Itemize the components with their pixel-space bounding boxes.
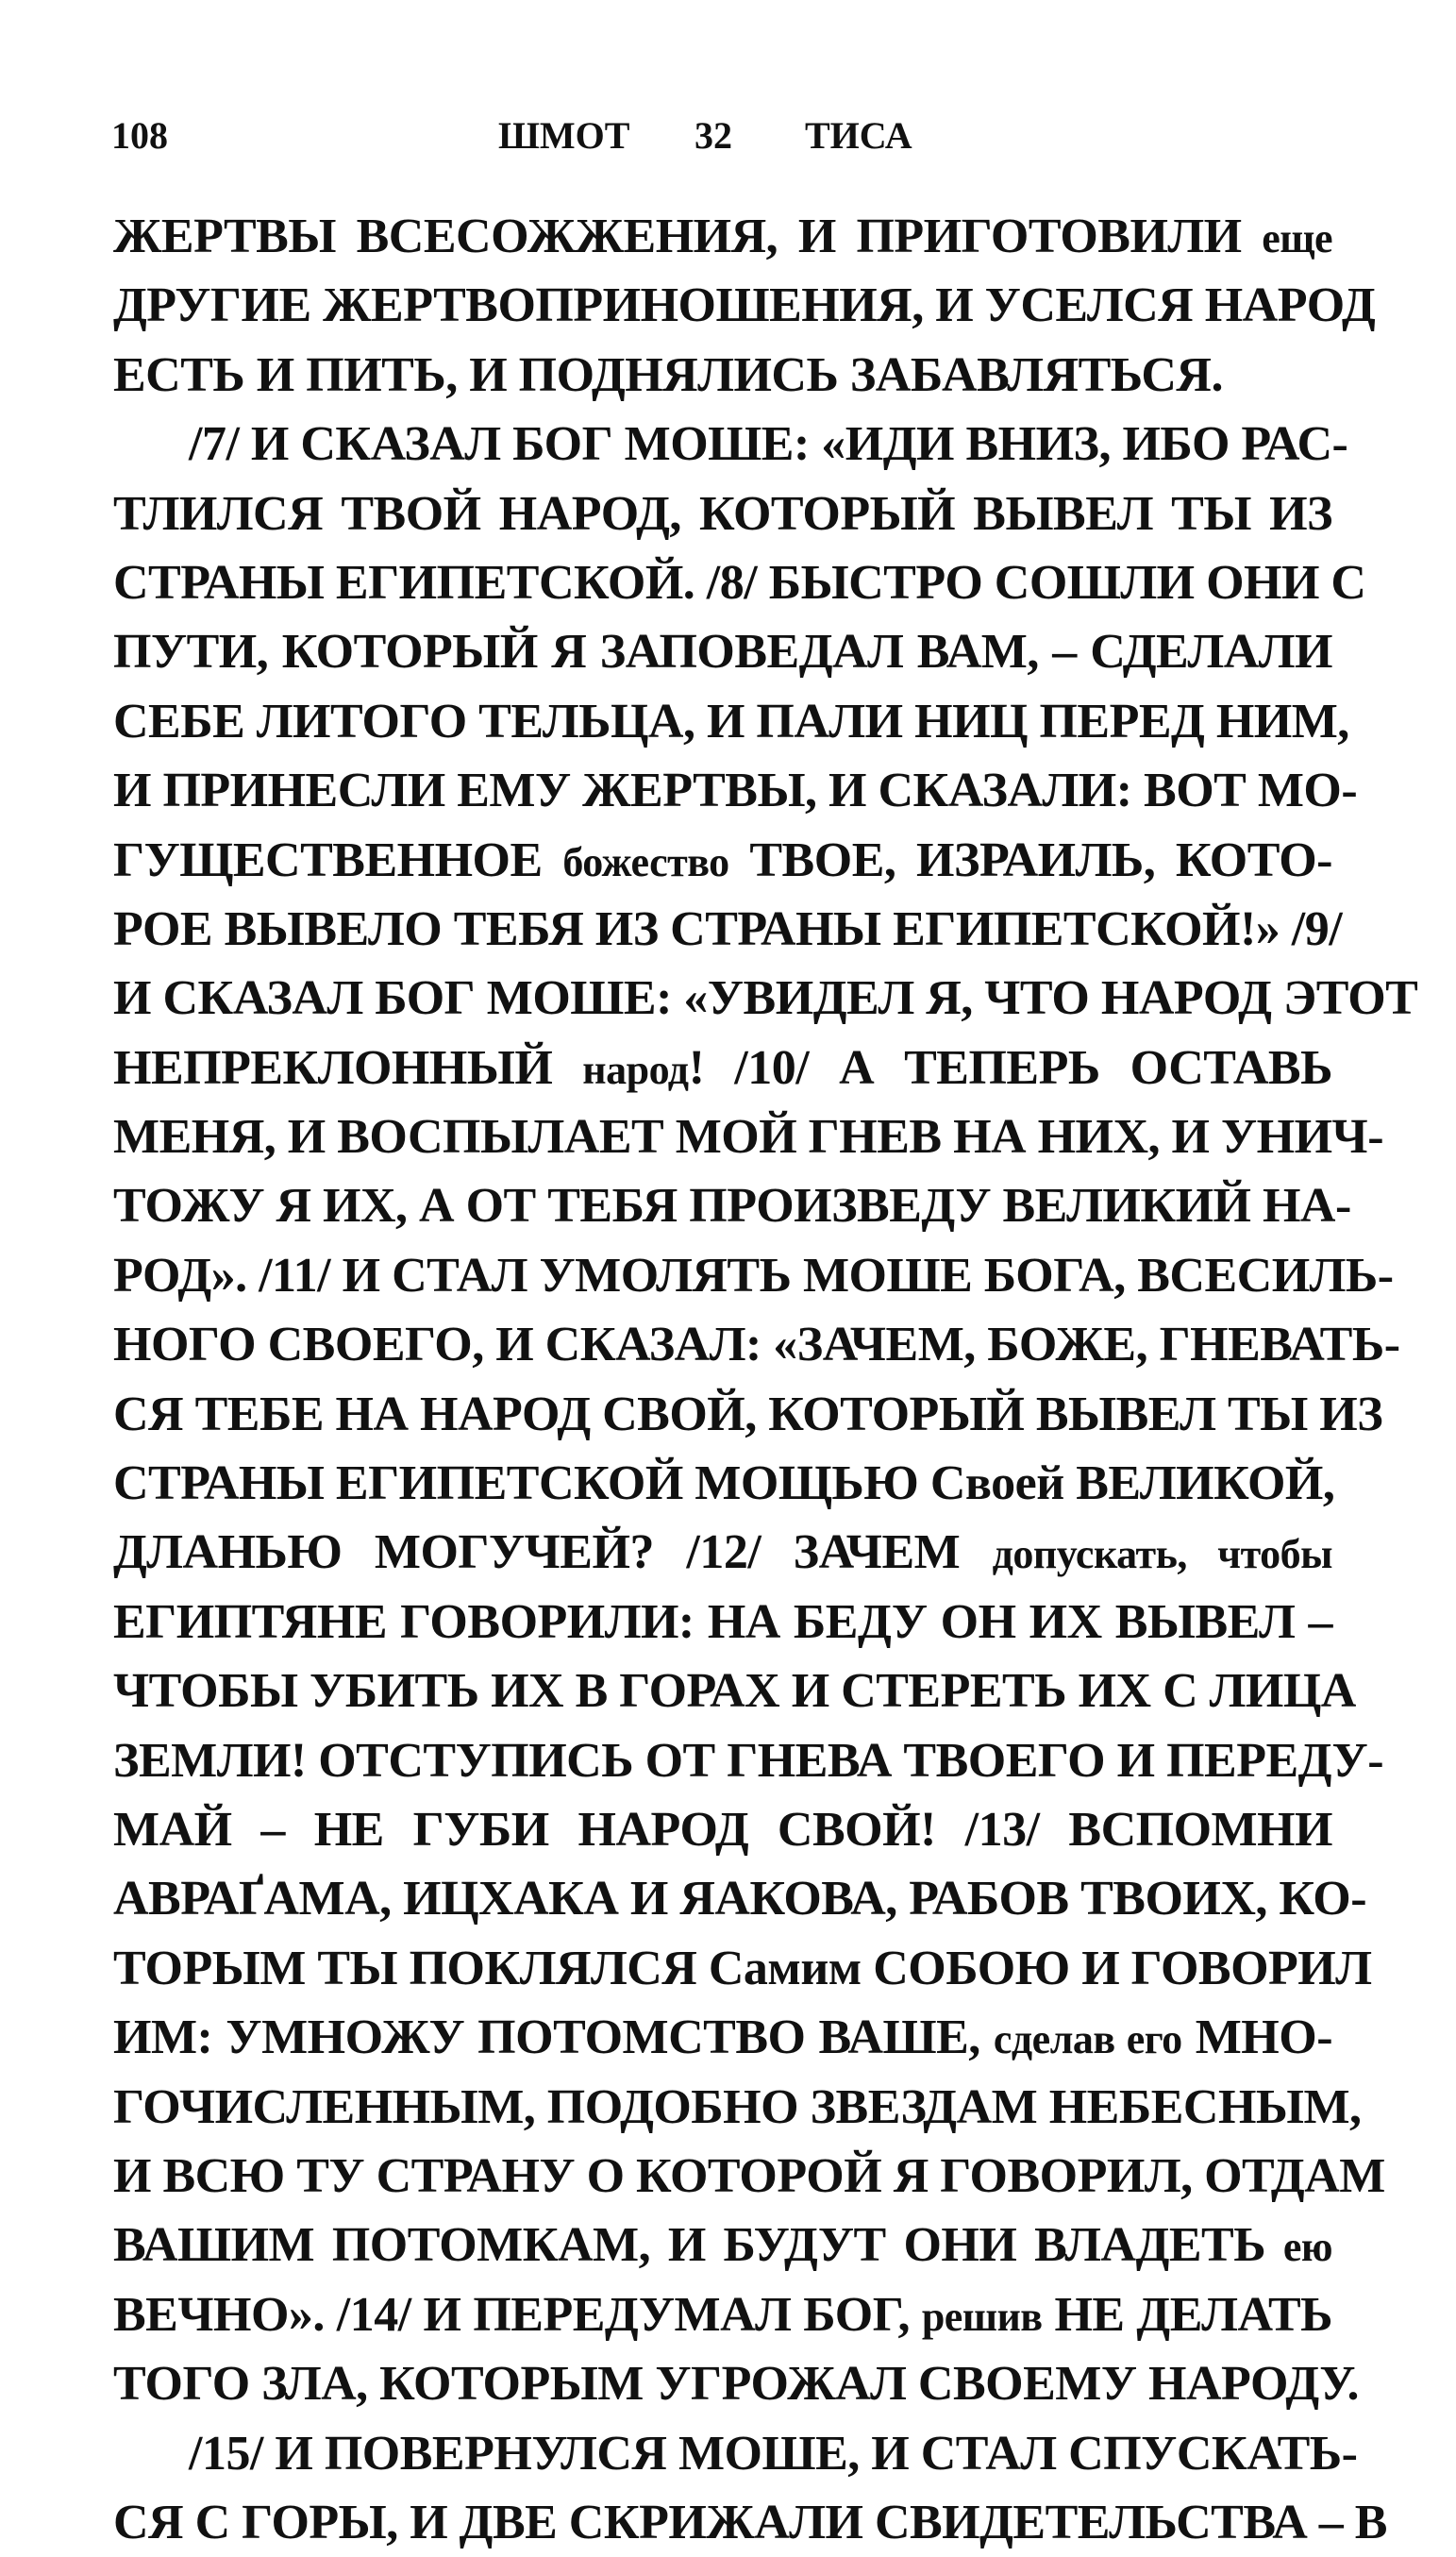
text-line: [113, 410, 1348, 479]
inserted-word: допускать, чтобы: [992, 1531, 1332, 1578]
text-line: [113, 2073, 1362, 2142]
inserted-word: еще: [1262, 215, 1332, 261]
text-segment: ЕСТЬ И ПИТЬ, И ПОДНЯЛИСЬ ЗАБАВЛЯТЬСЯ.: [113, 347, 1223, 402]
text-segment: НОГО СВОЕГО, И СКАЗАЛ: «ЗАЧЕМ, БОЖЕ, ГНЕВАТЬ-: [113, 1318, 1400, 1372]
text-segment: ТОЖУ Я ИХ, А ОТ ТЕБЯ ПРОИЗВЕДУ ВЕЛИКИЙ НА-: [113, 1179, 1351, 1234]
text-segment: ЕГИПТЯНЕ ГОВОРИЛИ: НА БЕДУ ОН ИХ ВЫВЕЛ –: [113, 1594, 1332, 1649]
text-segment: ЧТОБЫ УБИТЬ ИХ В ГОРАХ И СТЕРЕТЬ ИХ С ЛИЦА: [113, 1664, 1356, 1719]
text-segment: ГОЧИСЛЕННЫМ, ПОДОБНО ЗВЕЗДАМ НЕБЕСНЫМ,: [113, 2079, 1362, 2134]
text-line: [113, 2349, 1359, 2418]
portion-title: ТИСА: [805, 114, 912, 157]
text-segment: ИМ: УМНОЖУ ПОТОМСТВО ВАШЕ,: [113, 2010, 994, 2065]
text-segment: АВРАҐАМА, ИЦХАКА И ЯАКОВА, РАБОВ ТВОИХ, КО-: [113, 1872, 1367, 1926]
inserted-word: ею: [1282, 2224, 1332, 2271]
text-segment: И ПРИНЕСЛИ ЕМУ ЖЕРТВЫ, И СКАЗАЛИ: ВОТ МО-: [113, 764, 1358, 818]
page-number: 108: [111, 114, 168, 157]
text-line: [113, 2003, 1332, 2072]
text-segment: МНО-: [1181, 2010, 1333, 2065]
text-line: [113, 826, 1332, 895]
inserted-word: сделав его: [993, 2016, 1182, 2063]
text-line: [113, 1034, 1332, 1102]
text-line: [113, 687, 1349, 756]
text-segment: ВЕЧНО». /14/ И ПЕРЕДУМАЛ БОГ,: [113, 2287, 922, 2342]
text-line: [113, 964, 1418, 1033]
text-segment: ТОРЫМ ТЫ ПОКЛЯЛСЯ: [113, 1941, 709, 1995]
chapter-number: 32: [695, 114, 732, 157]
text-segment: ТВОЕ, ИЗРАИЛЬ, КОТО-: [728, 833, 1332, 887]
inserted-word: решив: [921, 2293, 1043, 2340]
text-line: [113, 548, 1366, 617]
text-line: [113, 1726, 1384, 1795]
text-segment: СТРАНЫ ЕГИПЕТСКОЙ. /8/ БЫСТРО СОШЛИ ОНИ С: [113, 555, 1366, 610]
text-segment: ПУТИ, КОТОРЫЙ Я ЗАПОВЕДАЛ ВАМ, – СДЕЛАЛИ: [113, 625, 1332, 680]
text-segment: НЕ ДЕЛАТЬ: [1042, 2287, 1333, 2342]
text-line: [113, 1171, 1351, 1240]
text-segment: ! /10/ А ТЕПЕРЬ ОСТАВЬ: [688, 1040, 1332, 1095]
running-head: [111, 113, 1329, 170]
text-line: [113, 617, 1332, 686]
text-segment: РОД». /11/ И СТАЛ УМОЛЯТЬ МОШЕ БОГА, ВСЕСИЛЬ-: [113, 1248, 1394, 1303]
text-line: [113, 1310, 1400, 1379]
text-segment: ВАШИМ ПОТОМКАМ, И БУДУТ ОНИ ВЛАДЕТЬ: [113, 2218, 1283, 2273]
text-line: [113, 271, 1376, 340]
text-segment: ГУЩЕСТВЕННОЕ: [113, 833, 563, 887]
text-line: [113, 1102, 1384, 1171]
text-segment: И СКАЗАЛ БОГ МОШЕ: «УВИДЕЛ Я, ЧТО НАРОД ЭТОТ: [113, 971, 1418, 1026]
text-line: [113, 2280, 1332, 2349]
text-line: [113, 756, 1358, 825]
text-line: [113, 1449, 1335, 1518]
text-line: [113, 895, 1343, 964]
text-segment: ВЕЛИКОЙ,: [1063, 1456, 1335, 1511]
text-segment: И ВСЮ ТУ СТРАНУ О КОТОРОЙ Я ГОВОРИЛ, ОТДАМ: [113, 2148, 1385, 2203]
inserted-word: божество: [562, 838, 729, 885]
text-line: [113, 1864, 1367, 1933]
text-line: [113, 1934, 1372, 2003]
text-segment: ЗЕМЛИ! ОТСТУПИСЬ ОТ ГНЕВА ТВОЕГО И ПЕРЕДУ-: [113, 1733, 1384, 1788]
text-segment: НЕПРЕКЛОННЫЙ: [113, 1040, 583, 1095]
text-segment: СОБОЮ И ГОВОРИЛ: [861, 1941, 1372, 1995]
book-title: ШМОТ: [498, 114, 630, 157]
body-text: [113, 202, 1418, 2557]
text-segment: /7/ И СКАЗАЛ БОГ МОШЕ: «ИДИ ВНИЗ, ИБО РАС-: [189, 417, 1348, 472]
text-line: [113, 479, 1332, 548]
text-segment: МАЙ – НЕ ГУБИ НАРОД СВОЙ! /13/ ВСПОМНИ: [113, 1802, 1332, 1857]
text-line: [113, 1657, 1356, 1725]
text-segment: РОЕ ВЫВЕЛО ТЕБЯ ИЗ СТРАНЫ ЕГИПЕТСКОЙ!» /9/: [113, 901, 1343, 956]
text-line: [113, 2142, 1385, 2211]
text-line: [113, 341, 1332, 410]
text-segment: Своей: [929, 1456, 1064, 1511]
text-line: [113, 1380, 1383, 1449]
text-segment: СТРАНЫ ЕГИПЕТСКОЙ МОЩЬЮ: [113, 1456, 930, 1511]
text-segment: СЯ С ГОРЫ, И ДВЕ СКРИЖАЛИ СВИДЕТЕЛЬСТВА – В: [113, 2495, 1387, 2549]
text-segment: ДЛАНЬЮ МОГУЧЕЙ? /12/ ЗАЧЕМ: [113, 1525, 993, 1580]
text-segment: ЖЕРТВЫ ВСЕСОЖЖЕНИЯ, И ПРИГОТОВИЛИ: [113, 210, 1263, 263]
text-segment: СЕБЕ ЛИТОГО ТЕЛЬЦА, И ПАЛИ НИЦ ПЕРЕД НИМ,: [113, 694, 1349, 749]
text-segment: ТЛИЛСЯ ТВОЙ НАРОД, КОТОРЫЙ ВЫВЕЛ ТЫ ИЗ: [113, 486, 1332, 541]
text-line: [113, 2419, 1358, 2488]
text-segment: СЯ ТЕБЕ НА НАРОД СВОЙ, КОТОРЫЙ ВЫВЕЛ ТЫ ИЗ: [113, 1387, 1383, 1441]
text-segment: ТОГО ЗЛА, КОТОРЫМ УГРОЖАЛ СВОЕМУ НАРОДУ.: [113, 2357, 1359, 2412]
text-line: [113, 1588, 1332, 1657]
text-segment: Самим: [708, 1941, 862, 1995]
text-line: [113, 1795, 1332, 1864]
text-line: [113, 2211, 1332, 2279]
text-line: [113, 202, 1332, 271]
inserted-word: народ: [582, 1046, 689, 1093]
text-segment: МЕНЯ, И ВОСПЫЛАЕТ МОЙ ГНЕВ НА НИХ, И УНИЧ-: [113, 1110, 1384, 1165]
text-line: [113, 1241, 1394, 1310]
text-segment: ДРУГИЕ ЖЕРТВОПРИНОШЕНИЯ, И УСЕЛСЯ НАРОД: [113, 278, 1376, 333]
text-segment: /15/ И ПОВЕРНУЛСЯ МОШЕ, И СТАЛ СПУСКАТЬ-: [189, 2426, 1358, 2481]
text-line: [113, 1518, 1332, 1587]
text-line: [113, 2488, 1387, 2557]
